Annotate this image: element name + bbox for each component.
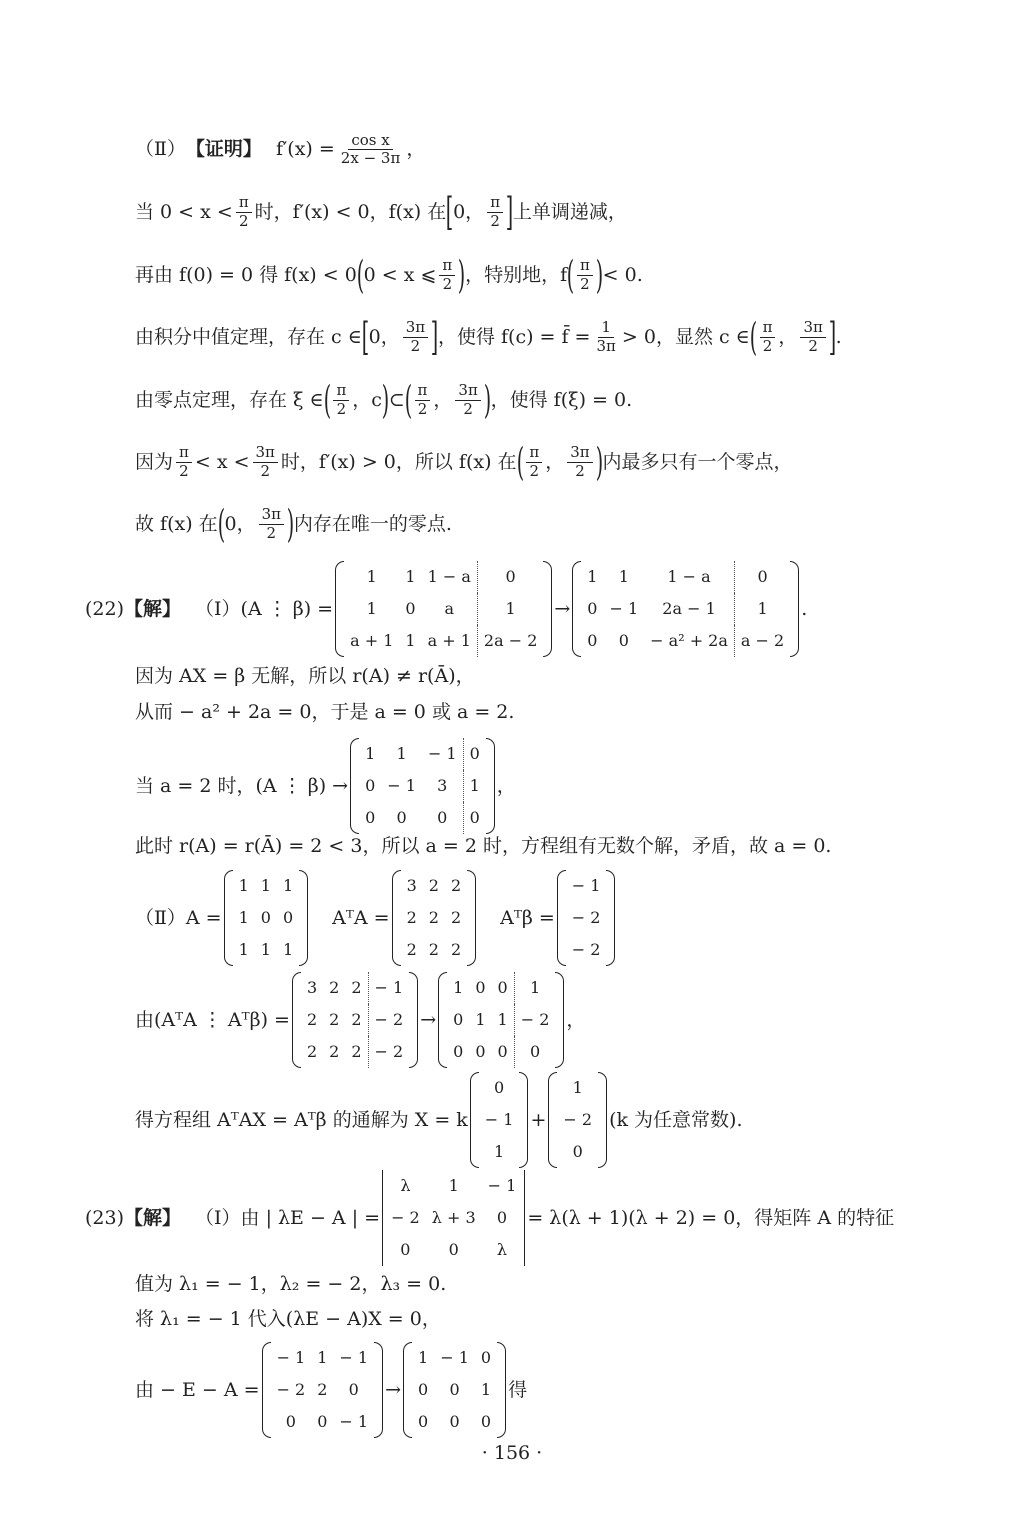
matrix-cell: − 1 — [387, 776, 416, 795]
text: AᵀA = — [332, 906, 390, 929]
matrix-cell: 1 — [734, 593, 790, 625]
matrix-cell: 0 — [448, 1240, 459, 1259]
matrix-cell: − a² + 2a — [650, 631, 728, 650]
text: 时，f′(x) > 0，所以 f(x) 在 — [280, 450, 517, 473]
text: 内最多只有一个零点， — [602, 450, 793, 473]
paren: ) — [595, 440, 603, 484]
text: 时，f′(x) < 0，f(x) 在 — [254, 200, 447, 223]
bracket: [ — [445, 190, 454, 234]
matrix-cell: 0 — [260, 908, 271, 927]
text: 由零点定理，存在 ξ ∈ — [135, 388, 324, 411]
q23-line-3: 将 λ₁ = − 1 代入(λE − A)X = 0， — [135, 1308, 441, 1330]
matrix-cell: 1 — [282, 876, 294, 895]
matrix-cell: 2 — [406, 908, 417, 927]
paren: ( — [749, 315, 757, 359]
text: 因为 — [135, 450, 174, 473]
matrix-cell: 0 — [475, 978, 486, 997]
matrix-cell: 3 — [306, 978, 318, 997]
matrix-cell: 2a − 2 — [477, 625, 543, 657]
q23-line-1 — [85, 1170, 894, 1266]
text: 内存在唯一的零点. — [293, 512, 452, 535]
fraction: $\frac{3\pi}{2}$ — [253, 444, 278, 480]
matrix-row — [344, 625, 543, 657]
matrix-row — [401, 870, 468, 902]
proof-line-3 — [135, 253, 643, 297]
matrix-row — [412, 1342, 497, 1374]
augmented-matrix-4 — [292, 972, 418, 1068]
matrix-cell: 0 — [463, 802, 486, 834]
q22-line-2: 因为 AX = β 无解，所以 r(A) ≠ r(Ā)， — [135, 665, 475, 687]
matrix-table — [412, 1342, 497, 1438]
matrix-cell: 1 — [475, 1010, 486, 1029]
matrix-cell: − 1 — [276, 1348, 306, 1367]
matrix-cell: 3 — [437, 776, 448, 795]
matrix-cell: 0 — [734, 561, 790, 593]
matrix-row — [271, 1374, 375, 1406]
text: ， — [566, 1008, 586, 1031]
matrix-A — [224, 870, 309, 966]
fraction: $\frac{\pi}{2}$ — [415, 382, 431, 418]
matrix-cell: 0 — [497, 978, 508, 997]
matrix-cell: 0 — [572, 1142, 583, 1161]
matrix-cell: 2 — [351, 1010, 362, 1029]
matrix-cell: 0 — [463, 738, 486, 770]
matrix-cell: 1 — [618, 567, 629, 586]
fraction: $\frac{3\pi}{2}$ — [567, 444, 592, 480]
matrix-cell: 1 − a — [667, 567, 711, 586]
text: < x < — [194, 450, 250, 473]
matrix-cell: 0 — [587, 631, 598, 650]
fraction: $\frac{3\pi}{2}$ — [403, 319, 428, 355]
text: ， — [778, 325, 798, 348]
matrix-row — [271, 1342, 375, 1374]
matrix-table — [581, 561, 790, 657]
matrix-cell: − 1 — [609, 599, 639, 618]
matrix-cell: − 2 — [368, 1004, 409, 1036]
matrix-cell: 1 — [477, 593, 543, 625]
fraction: $\frac{\pi}{2}$ — [333, 382, 349, 418]
question-number: (22) — [85, 597, 125, 620]
matrix-row — [344, 593, 543, 625]
matrix-cell: 2 — [406, 940, 417, 959]
matrix-table — [233, 870, 300, 966]
matrix-table — [385, 1170, 522, 1266]
matrix-cell: 1 — [497, 1010, 508, 1029]
text: 故 f(x) 在 — [135, 512, 218, 535]
paren: ) — [381, 378, 390, 422]
matrix-cell: 1 — [418, 1348, 429, 1367]
matrix-cell: 1 — [260, 940, 271, 959]
matrix-row — [301, 1036, 409, 1068]
matrix-cell: 1 − a — [427, 567, 471, 586]
matrix-cell: 1 — [463, 770, 486, 802]
matrix-row — [479, 1104, 520, 1136]
paren: ( — [217, 502, 225, 546]
matrix-cell: 0 — [405, 599, 416, 618]
text: 由 − E − A = — [135, 1378, 260, 1401]
proof-line-2 — [135, 190, 627, 234]
matrix-row — [581, 561, 790, 593]
matrix-cell: a + 1 — [427, 631, 471, 650]
vector-ATb — [557, 870, 616, 966]
matrix-cell: − 1 — [487, 1176, 517, 1195]
derivative-fraction: $\frac{\text{cos x}}{2x - 3\pi}$ — [340, 131, 401, 168]
matrix-row — [301, 972, 409, 1004]
matrix-cell: 0 — [285, 1412, 296, 1431]
matrix-cell: 2 — [329, 1010, 340, 1029]
matrix-cell: 2a − 1 — [662, 599, 716, 618]
text: ，c — [352, 388, 382, 411]
text: 上单调递减， — [512, 200, 627, 223]
matrix-cell: 2 — [351, 1042, 362, 1061]
matrix-cell: a − 2 — [734, 625, 790, 657]
text: 0， — [453, 200, 485, 223]
matrix-row — [385, 1234, 522, 1266]
determinant — [382, 1170, 525, 1266]
part-label: （Ⅱ） — [135, 138, 186, 161]
matrix-cell: 0 — [453, 1010, 464, 1029]
matrix-row — [233, 934, 300, 966]
matrix-cell: 1 — [405, 631, 416, 650]
matrix-row — [557, 1072, 598, 1104]
matrix-row — [412, 1406, 497, 1438]
matrix-cell: 2 — [306, 1042, 318, 1061]
matrix-cell: − 1 — [368, 972, 409, 1004]
q23-line-2: 值为 λ₁ = − 1，λ₂ = − 2，λ₃ = 0. — [135, 1273, 447, 1295]
matrix-cell: 0 — [317, 1412, 328, 1431]
text: ，特别地，f — [465, 263, 568, 286]
fraction: $\frac{3\pi}{2}$ — [800, 319, 825, 355]
paren: ( — [566, 253, 575, 297]
matrix-row — [566, 902, 607, 934]
matrix-row — [581, 625, 790, 657]
fraction: $\frac{\pi}{2}$ — [439, 257, 455, 293]
fraction: $\frac{3\pi}{2}$ — [259, 506, 284, 542]
matrix-cell: 0 — [480, 1348, 492, 1367]
matrix-reduced — [403, 1342, 506, 1438]
text: 由积分中值定理，存在 c ∈ — [135, 325, 362, 348]
matrix-cell: 2 — [428, 940, 439, 959]
matrix-row — [479, 1072, 520, 1104]
arrow: → — [554, 597, 571, 620]
bracket: ] — [430, 315, 439, 359]
matrix-cell: 0 — [494, 1078, 505, 1097]
arrow: → — [385, 1378, 402, 1401]
matrix-ATA — [392, 870, 477, 966]
matrix-cell: 0 — [437, 808, 448, 827]
matrix-cell: 2 — [329, 978, 340, 997]
matrix-row — [401, 902, 468, 934]
text: ⊂ — [388, 388, 405, 411]
bracket: ] — [828, 315, 836, 359]
paren: ) — [457, 253, 466, 297]
matrix-cell: 0 — [348, 1380, 359, 1399]
paren: ( — [404, 378, 412, 422]
matrix-table — [271, 1342, 375, 1438]
text: 0 < x ⩽ — [363, 263, 437, 286]
matrix-cell: 0 — [418, 1412, 429, 1431]
matrix-cell: 2 — [317, 1380, 328, 1399]
matrix-row — [233, 902, 300, 934]
matrix-cell: 0 — [480, 1412, 492, 1431]
matrix-cell: − 2 — [571, 908, 601, 927]
text: 当 a = 2 时，(A ⋮ β) → — [135, 774, 349, 797]
bracket: [ — [361, 315, 369, 359]
matrix-cell: 1 — [365, 744, 376, 763]
arrow: → — [420, 1008, 437, 1031]
text: 由(AᵀA ⋮ Aᵀβ) = — [135, 1008, 290, 1031]
q22-line-7 — [135, 972, 585, 1068]
matrix-cell: 0 — [514, 1036, 555, 1068]
matrix-table — [447, 972, 555, 1068]
text: = λ(λ + 1)(λ + 2) = 0，得矩阵 A 的特征 — [527, 1206, 895, 1229]
matrix-cell: 0 — [449, 1380, 460, 1399]
matrix-row — [344, 561, 543, 593]
matrix-cell: 2 — [450, 908, 462, 927]
matrix-cell: − 1 — [571, 876, 601, 895]
matrix-table — [344, 561, 543, 657]
page-number: · 156 · — [481, 1442, 543, 1464]
text: + — [530, 1108, 547, 1131]
paren: ) — [286, 502, 295, 546]
fraction: $\frac{\pi}{2}$ — [577, 257, 593, 293]
text: 再由 f(0) = 0 得 f(x) < 0 — [135, 263, 357, 286]
text: （Ⅰ）(A ⋮ β) = — [195, 597, 334, 620]
matrix-negE-minus-A — [262, 1342, 384, 1438]
text: ， — [433, 388, 453, 411]
solution-bracket: 【解】 — [124, 1206, 182, 1229]
matrix-row — [359, 802, 486, 834]
matrix-cell: 1 — [448, 1176, 459, 1195]
matrix-cell: 1 — [282, 940, 294, 959]
matrix-cell: 0 — [365, 808, 376, 827]
text: 当 0 < x < — [135, 200, 233, 223]
matrix-cell: 2 — [351, 978, 362, 997]
matrix-cell: 0 — [282, 908, 294, 927]
matrix-cell: − 1 — [427, 744, 457, 763]
fraction: $\frac{\pi}{2}$ — [176, 444, 192, 480]
matrix-cell: 1 — [238, 876, 249, 895]
matrix-cell: 0 — [418, 1380, 429, 1399]
matrix-cell: 1 — [366, 599, 377, 618]
matrix-cell: 0 — [618, 631, 629, 650]
paren: ( — [516, 440, 524, 484]
matrix-cell: − 2 — [563, 1110, 593, 1129]
matrix-cell: 0 — [453, 1042, 464, 1061]
text: (k 为任意常数). — [609, 1108, 743, 1131]
matrix-table — [301, 972, 409, 1068]
matrix-row — [401, 934, 468, 966]
matrix-cell: 2 — [450, 876, 462, 895]
matrix-table — [479, 1072, 520, 1168]
proof-line-1 — [135, 132, 425, 168]
matrix-row — [301, 1004, 409, 1036]
matrix-cell: − 2 — [571, 940, 601, 959]
text: （Ⅱ）A = — [135, 906, 222, 929]
matrix-cell: 0 — [477, 561, 543, 593]
punct: ， — [406, 138, 426, 161]
bracket: ] — [505, 190, 514, 234]
matrix-cell: 1 — [366, 567, 377, 586]
paren: ( — [323, 378, 331, 422]
matrix-cell: − 2 — [368, 1036, 409, 1068]
matrix-cell: 2 — [306, 1010, 318, 1029]
matrix-cell: 0 — [496, 1208, 508, 1227]
matrix-row — [271, 1406, 375, 1438]
fraction: $\frac{\pi}{2}$ — [487, 194, 503, 230]
augmented-matrix-3 — [350, 738, 495, 834]
matrix-cell: − 1 — [440, 1348, 469, 1367]
q23-line-4 — [135, 1342, 527, 1438]
proof-line-7 — [135, 502, 452, 546]
text: 得方程组 AᵀAX = Aᵀβ 的通解为 X = k — [135, 1108, 468, 1131]
matrix-cell: 1 — [453, 978, 464, 997]
matrix-cell: 0 — [587, 599, 598, 618]
matrix-cell: − 1 — [484, 1110, 514, 1129]
matrix-cell: − 2 — [514, 1004, 555, 1036]
matrix-row — [566, 934, 607, 966]
matrix-cell: 1 — [405, 567, 416, 586]
text: （Ⅰ）由 | λE − A | = — [195, 1206, 381, 1229]
matrix-table — [557, 1072, 598, 1168]
text: ，使得 f(ξ) = 0. — [490, 388, 633, 411]
matrix-cell: 3 — [406, 876, 417, 895]
matrix-cell: − 2 — [391, 1208, 420, 1227]
matrix-cell: 1 — [396, 744, 407, 763]
matrix-cell: 2 — [428, 876, 439, 895]
matrix-cell: 1 — [238, 908, 249, 927]
matrix-cell: − 2 — [276, 1380, 306, 1399]
matrix-cell: 2 — [428, 908, 439, 927]
text: 得 — [508, 1378, 528, 1401]
matrix-cell: 0 — [449, 1412, 460, 1431]
matrix-cell: 0 — [400, 1240, 411, 1259]
matrix-cell: − 1 — [339, 1412, 369, 1431]
matrix-row — [557, 1136, 598, 1168]
matrix-cell: 1 — [238, 940, 249, 959]
question-number: (23) — [85, 1206, 125, 1229]
matrix-cell: − 1 — [339, 1348, 369, 1367]
augmented-matrix-1 — [335, 561, 552, 657]
matrix-row — [447, 1036, 555, 1068]
paren: ) — [483, 378, 491, 422]
matrix-cell: 0 — [497, 1042, 508, 1061]
matrix-cell: λ + 3 — [431, 1208, 476, 1227]
proof-line-4 — [135, 315, 842, 359]
matrix-cell: 1 — [260, 876, 271, 895]
text: ， — [496, 774, 516, 797]
matrix-cell: λ — [400, 1176, 411, 1195]
matrix-cell: 1 — [480, 1380, 492, 1399]
matrix-row — [566, 870, 607, 902]
augmented-matrix-2 — [572, 561, 799, 657]
q22-line-3: 从而 − a² + 2a = 0，于是 a = 0 或 a = 2. — [135, 701, 515, 723]
q22-line-5: 此时 r(A) = r(Ā) = 2 < 3，所以 a = 2 时，方程组有无数个解，矛盾，故 a = 0. — [135, 835, 832, 857]
fraction: $\frac{\pi}{2}$ — [760, 319, 776, 355]
proof-bracket: 【证明】 — [185, 138, 262, 161]
matrix-cell: 1 — [494, 1142, 505, 1161]
matrix-row — [581, 593, 790, 625]
fraction: $\frac{3\pi}{2}$ — [455, 382, 480, 418]
matrix-row — [359, 770, 486, 802]
matrix-row — [385, 1170, 522, 1202]
text: < 0. — [602, 263, 643, 286]
q22-line-8 — [135, 1072, 742, 1168]
text: ， — [545, 450, 565, 473]
matrix-row — [359, 738, 486, 770]
derivative-lhs: f′(x) = — [275, 138, 335, 161]
text: ，使得 f(c) = f̄ = — [437, 325, 591, 348]
proof-line-6 — [135, 440, 793, 484]
matrix-table — [359, 738, 486, 834]
matrix-row — [557, 1104, 598, 1136]
matrix-cell: 2 — [329, 1042, 340, 1061]
q22-line-4 — [135, 738, 516, 834]
matrix-cell: 2 — [450, 940, 462, 959]
matrix-row — [479, 1136, 520, 1168]
matrix-row — [412, 1374, 497, 1406]
matrix-table — [401, 870, 468, 966]
matrix-row — [447, 1004, 555, 1036]
fraction: $\frac{\pi}{2}$ — [526, 444, 542, 480]
fraction: $\frac{\pi}{2}$ — [236, 194, 252, 230]
matrix-table — [566, 870, 607, 966]
text: 0， — [368, 325, 400, 348]
matrix-cell: 0 — [365, 776, 376, 795]
paren: ) — [595, 253, 603, 297]
matrix-cell: 1 — [587, 567, 598, 586]
text: Aᵀβ = — [500, 906, 555, 929]
matrix-cell: 1 — [317, 1348, 328, 1367]
text: > 0，显然 c ∈ — [621, 325, 750, 348]
vector-1 — [470, 1072, 529, 1168]
matrix-cell: 0 — [396, 808, 407, 827]
vector-2 — [548, 1072, 607, 1168]
paren: ( — [356, 253, 364, 297]
text: . — [801, 597, 808, 620]
matrix-cell: a + 1 — [350, 631, 394, 650]
solution-bracket: 【解】 — [124, 597, 182, 620]
matrix-cell: a — [444, 599, 455, 618]
matrix-cell: 1 — [572, 1078, 583, 1097]
matrix-cell: λ — [496, 1240, 508, 1259]
q22-line-1 — [85, 561, 807, 657]
text: 0， — [224, 512, 256, 535]
matrix-cell: 1 — [514, 972, 555, 1004]
fraction: $\frac{1}{3\pi}$ — [596, 318, 616, 355]
q22-line-6 — [135, 870, 617, 966]
text: . — [835, 325, 842, 348]
augmented-matrix-5 — [438, 972, 564, 1068]
proof-line-5 — [135, 378, 633, 422]
matrix-row — [447, 972, 555, 1004]
matrix-row — [233, 870, 300, 902]
matrix-cell: 0 — [475, 1042, 486, 1061]
matrix-row — [385, 1202, 522, 1234]
